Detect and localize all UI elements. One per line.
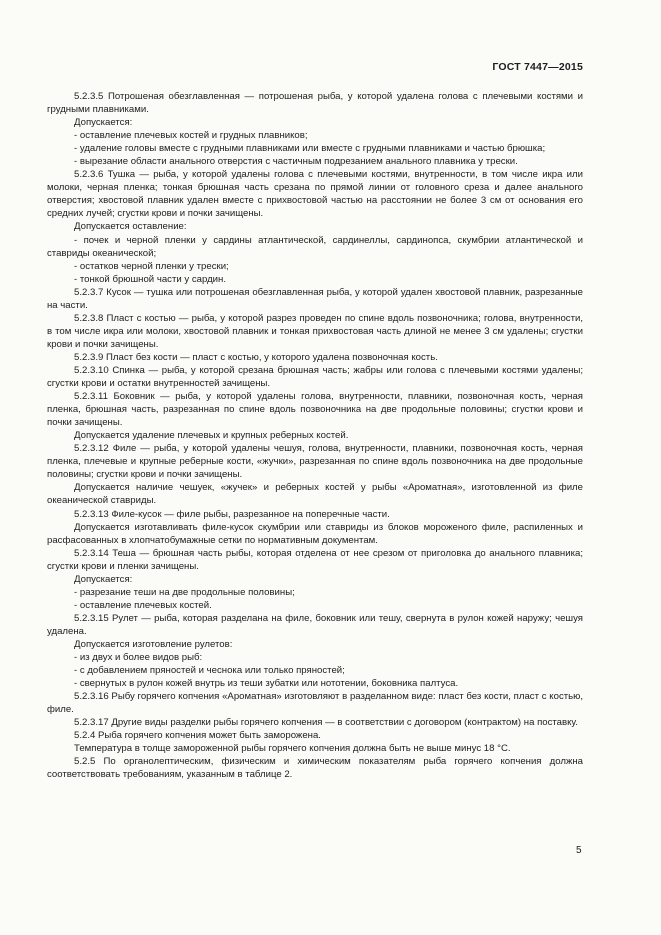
para-allowed: Допускается оставление: <box>74 221 187 233</box>
list-item: - остатков черной пленки у трески; <box>74 260 229 272</box>
para-5-2-3-8: 5.2.3.8 Пласт с костью — рыба, у которой разрез проведен по спине вдоль позвоночника; голова, внутренности, в том числе икра или молоки, хвостовой плавник и тонкая прихвостовая часть длиной не менее 3 см удалены; сгустки крови и почки зачищены. <box>47 312 583 350</box>
para-5-2-3-13: 5.2.3.13 Филе-кусок — филе рыбы, разрезанное на поперечные части. <box>74 508 390 520</box>
list-item: - вырезание области анального отверстия с частичным подрезанием анального плавника у трески. <box>74 156 518 168</box>
para-allowed: Допускается наличие чешуек, «жучек» и реберных костей у рыбы «Ароматная», изготовленной из филе океанической ставриды. <box>47 482 583 507</box>
para-allowed: Допускается: <box>74 573 133 585</box>
page-number: 5 <box>576 845 582 856</box>
list-item: - свернутых в рулон кожей внутрь из теши зубатки или нототении, боковника палтуса. <box>74 678 459 690</box>
para-5-2-3-14: 5.2.3.14 Теша — брюшная часть рыбы, которая отделена от нее срезом от приголовка до анального плавника; сгустки крови и пленки зачищены. <box>47 547 583 572</box>
para-5-2-3-11: 5.2.3.11 Боковник — рыба, у которой удалены голова, внутренности, плавники, позвоночная кость, черная пленка, брюшная часть, разрезанная по спине вдоль позвоночника на две продольные половины; сгустки крови и почки зачищены. <box>47 391 583 429</box>
list-item: - оставление плечевых костей. <box>74 599 212 611</box>
list-item: - из двух и более видов рыб: <box>74 652 203 664</box>
para-5-2-5: 5.2.5 По органолептическим, физическим и химическим показателям рыба горячего копчения должна соответствовать требованиям, указанным в таблице 2. <box>47 756 583 781</box>
list-item: - тонкой брюшной части у сардин. <box>74 273 227 285</box>
para-allowed: Допускается удаление плечевых и крупных реберных костей. <box>74 430 349 442</box>
list-item: - оставление плечевых костей и грудных плавников; <box>74 130 308 142</box>
para-5-2-3-5: 5.2.3.5 Потрошеная обезглавленная — потрошеная рыба, у которой удалена голова с плечевыми костями и грудными плавниками. <box>47 91 583 116</box>
body-text <box>47 90 583 781</box>
para-5-2-3-12: 5.2.3.12 Филе — рыба, у которой удалены чешуя, голова, внутренности, плавники, позвоночная кость, черная пленка, плечевые и крупные реберные кости, «жучки», разрезанная по спине вдоль позвоночника на две продольные половины; сгустки крови и почки зачищены. <box>47 443 583 481</box>
list-item: - с добавлением пряностей и чеснока или только пряностей; <box>74 665 345 677</box>
para-allowed: Допускается изготавливать филе-кусок скумбрии или ставриды из блоков мороженого филе, распиленных и расфасованных в хлопчатобумажные сетки по нормативным документам. <box>47 521 583 546</box>
para-temperature: Температура в толще замороженной рыбы горячего копчения должна быть не выше минус 18 °С. <box>74 743 511 755</box>
list-item: - почек и черной пленки у сардины атлантической, сардинеллы, сардинопса, скумбрии атлантической и ставриды океанической; <box>47 234 583 259</box>
para-5-2-3-6: 5.2.3.6 Тушка — рыба, у которой удалены голова с плечевыми костями, внутренности, в том числе икра или молоки, черная пленка; тонкая брюшная часть срезана по прямой линии от головного среза и далее анального отверстия; хвостовой плавник удален вместе с прихвостовой частью на расстоянии не более 3 см от основания его средних лучей; сгустки крови и почки зачищены. <box>47 169 583 220</box>
list-item: - разрезание теши на две продольные половины; <box>74 586 295 598</box>
para-5-2-3-16: 5.2.3.16 Рыбу горячего копчения «Ароматная» изготовляют в разделанном виде: пласт без кости, пласт с костью, филе. <box>47 691 583 716</box>
para-5-2-3-17: 5.2.3.17 Другие виды разделки рыбы горячего копчения — в соответствии с договором (контрактом) на поставку. <box>74 717 578 729</box>
para-5-2-4: 5.2.4 Рыба горячего копчения может быть заморожена. <box>74 730 321 742</box>
list-item: - удаление головы вместе с грудными плавниками или вместе с грудными плавниками и частью брюшка; <box>74 143 546 155</box>
para-allowed: Допускается изготовление рулетов: <box>74 638 233 650</box>
para-allowed: Допускается: <box>74 117 133 129</box>
para-5-2-3-15: 5.2.3.15 Рулет — рыба, которая разделана на филе, боковник или тешу, свернута в рулон кожей наружу; чешуя удалена. <box>47 612 583 637</box>
para-5-2-3-7: 5.2.3.7 Кусок — тушка или потрошеная обезглавленная рыба, у которой удален хвостовой плавник, разрезанные на части. <box>47 286 583 311</box>
standard-header: ГОСТ 7447—2015 <box>492 61 583 73</box>
para-5-2-3-9: 5.2.3.9 Пласт без кости — пласт с костью, у которого удалена позвоночная кость. <box>74 351 438 363</box>
para-5-2-3-10: 5.2.3.10 Спинка — рыба, у которой срезана брюшная часть; жабры или голова с плечевыми костями удалены; сгустки крови и остатки внутренностей зачищены. <box>47 364 583 390</box>
